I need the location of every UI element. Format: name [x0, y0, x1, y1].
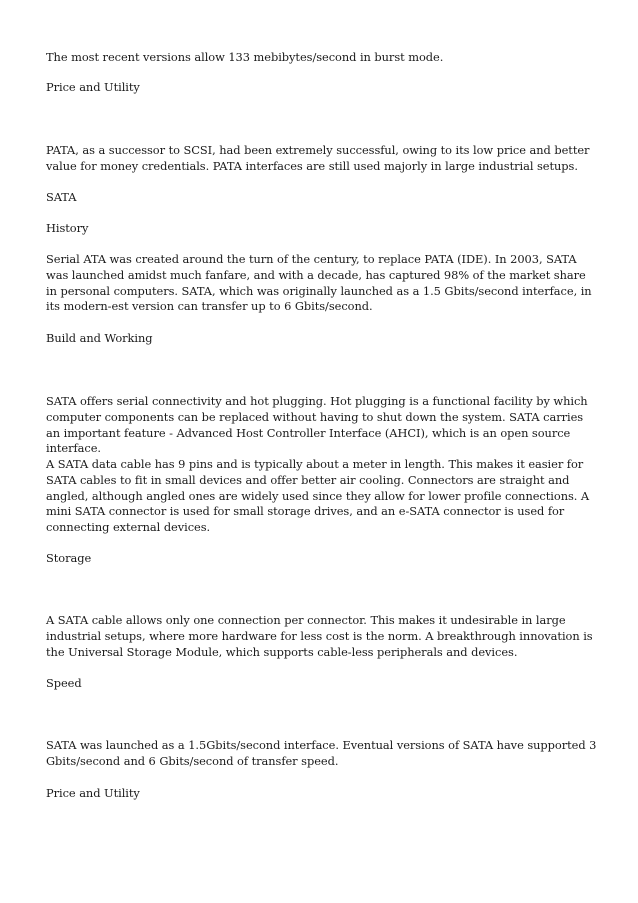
- heading-speed: Speed: [46, 676, 82, 690]
- heading-sata: SATA: [46, 190, 77, 204]
- paragraph-data-cable: A SATA data cable has 9 pins and is typically about a meter in length. This makes it easier for SATA cables to fit in small devices and offer better air cooling. Connectors are straight and angled, although angled ones are widely used since they allow for lower profile connections. A mini SATA connector is used for small storage drives, and an e-SATA connector is used for connecting external devices.: [46, 457, 590, 535]
- paragraph-pata-burst-mode: The most recent versions allow 133 mebibytes/second in burst mode.: [46, 50, 444, 64]
- heading-price-and-utility: Price and Utility: [46, 80, 140, 94]
- paragraph-hot-plugging: SATA offers serial connectivity and hot plugging. Hot plugging is a functional facility by which computer components can be replaced without having to shut down the system. SATA carries an important feature - Advanced Host Controller Interface (AHCI), which is an open source interface.: [46, 394, 588, 456]
- heading-storage: Storage: [46, 551, 92, 565]
- paragraph-sata-history: Serial ATA was created around the turn of the century, to replace PATA (IDE). In 2003, SATA was launched amidst much fanfare, and with a decade, has captured 98% of the market share in personal computers. SATA, which was originally launched as a 1.5 Gbits/second interface, in its modern-est version can transfer up to 6 Gbits/second.: [46, 252, 592, 314]
- heading-history: History: [46, 221, 89, 235]
- heading-price-and-utility-2: Price and Utility: [46, 786, 140, 800]
- paragraph-pata-successor: PATA, as a successor to SCSI, had been extremely successful, owing to its low price and better value for money credentials. PATA interfaces are still used majorly in large industrial setups.: [46, 143, 590, 173]
- paragraph-speed: SATA was launched as a 1.5Gbits/second interface. Eventual versions of SATA have supported 3 Gbits/second and 6 Gbits/second of transfer speed.: [46, 738, 597, 768]
- paragraph-storage: A SATA cable allows only one connection per connector. This makes it undesirable in large industrial setups, where more hardware for less cost is the norm. A breakthrough innovation is the Universal Storage Module, which supports cable-less peripherals and devices.: [46, 613, 593, 659]
- heading-build-and-working: Build and Working: [46, 331, 153, 345]
